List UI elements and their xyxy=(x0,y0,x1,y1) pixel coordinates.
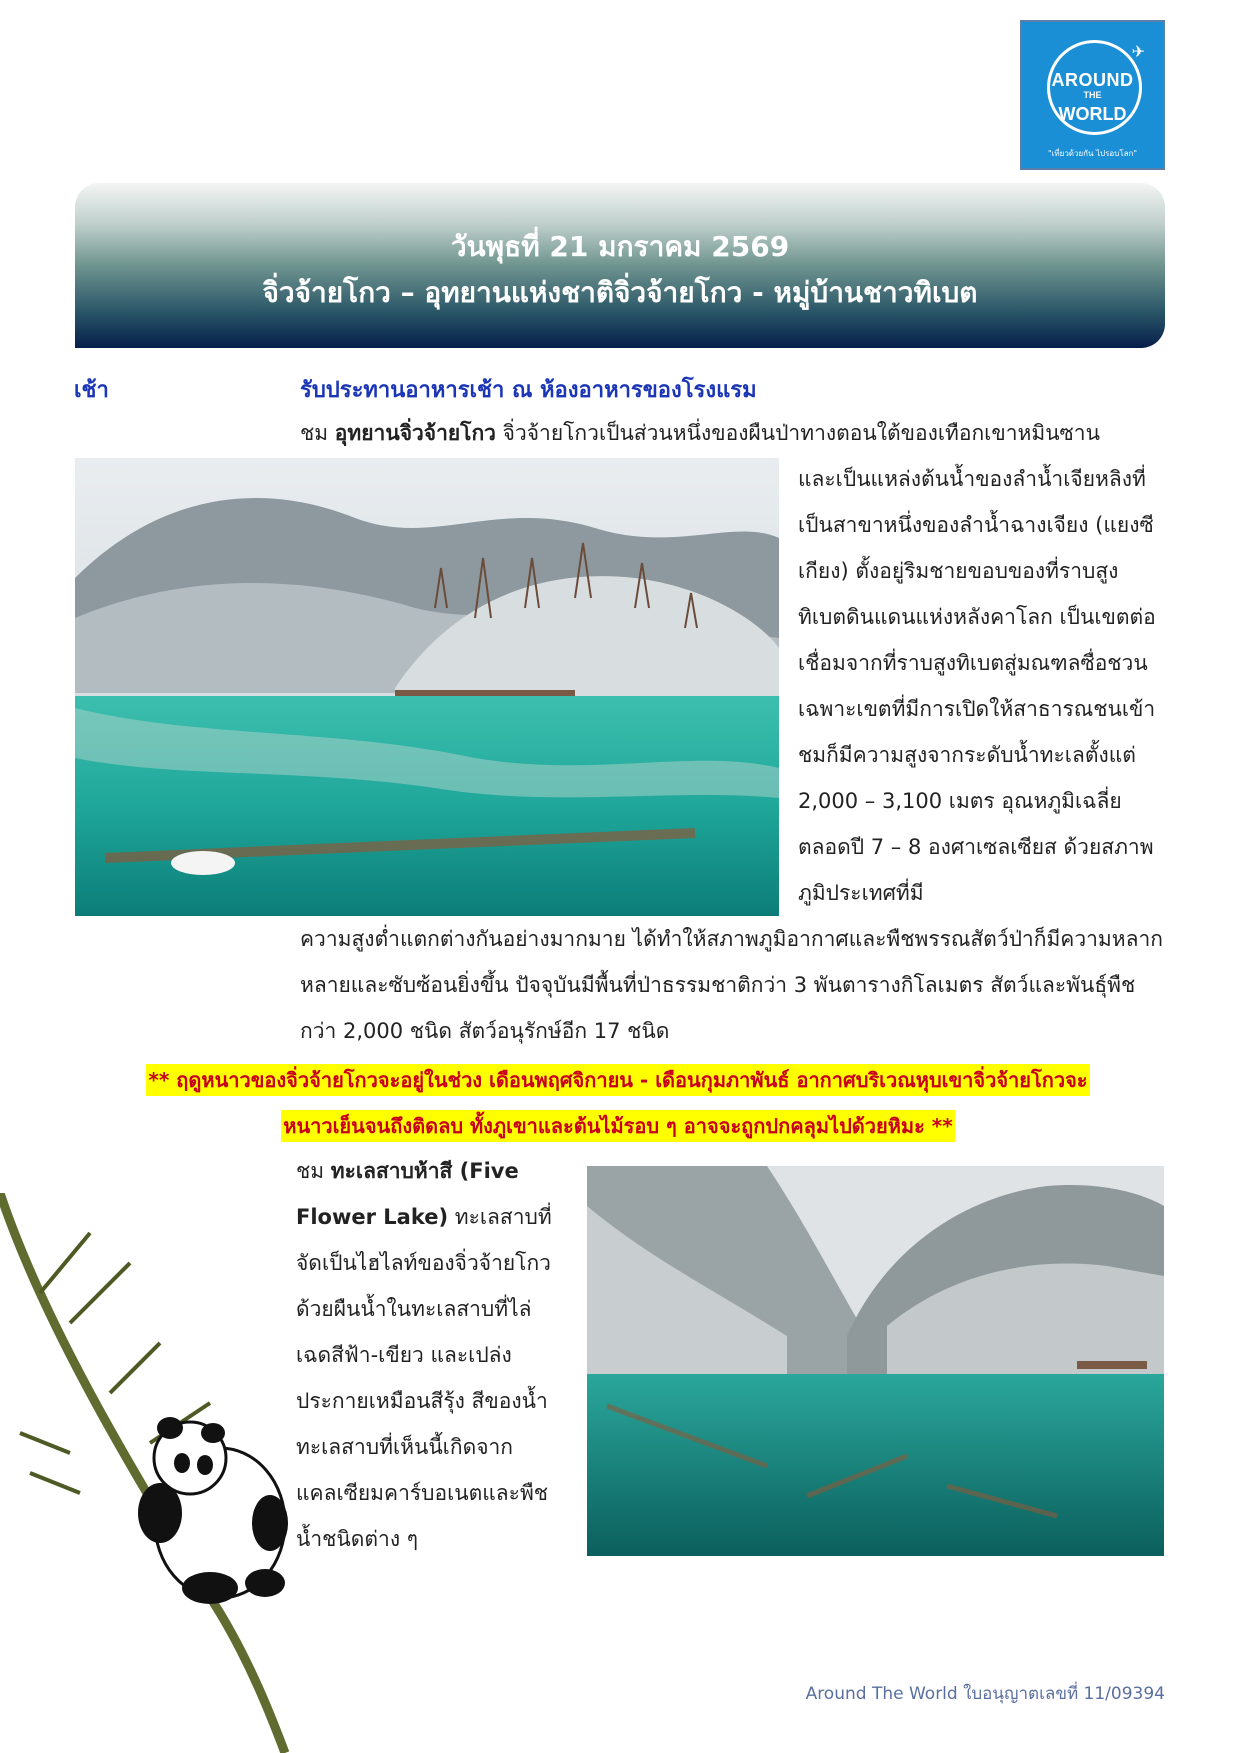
day-header-banner xyxy=(75,183,1165,348)
park-description-right: และเป็นแหล่งต้นน้ำของลำน้ำเจียหลิงที่เป็นสาขาหนึ่งของลำน้ำฉางเจียง (แยงซีเกียง) ตั้งอยู่ริมชายขอบของที่ราบสูงทิเบตดินแดนแห่งหลังคาโลก เป็นเขตต่อเชื่อมจากที่ราบสูงทิเบตสู่มณฑลซื่อชวน เฉพาะเขตที่มีการเปิดให้สาธารณชนเข้าชมก็มีความสูงจากระดับน้ำทะเลตั้งแต่ 2,000 – 3,100 เมตร อุณหภูมิเฉลี่ยตลอดปี 7 – 8 องศาเซลเซียส ด้วยสภาพภูมิประเทศที่มี xyxy=(798,467,1156,905)
logo-text-the: THE xyxy=(1083,90,1102,100)
park-intro-line xyxy=(300,410,1165,456)
winter-season-note xyxy=(88,1057,1148,1149)
jiuzhaigou-snow-lake-photo xyxy=(75,458,779,916)
logo-slogan: "เที่ยวด้วยกัน ไปรอบโลก" xyxy=(1047,149,1138,158)
around-the-world-logo xyxy=(1020,20,1165,170)
panda-icon xyxy=(138,1417,288,1604)
day-date: วันพุธที่ 21 มกราคม 2569 xyxy=(450,230,790,263)
plane-icon: ✈ xyxy=(1131,42,1145,61)
lake-text: ทะเลสาบที่จัดเป็นไฮไลท์ของจิ่วจ้ายโกว ด้วยผืนน้ำในทะเลสาบที่ไล่เฉดสีฟ้า-เขียว และเปล่งประกายเหมือนสีรุ้ง สีของน้ำทะเลสาบที่เห็นนี้เกิดจากแคลเซียมคาร์บอเนตและพืชน้ำชนิดต่าง ๆ xyxy=(296,1205,552,1551)
five-flower-lake-photo xyxy=(587,1166,1164,1556)
footer-license: Around The World ใบอนุญาตเลขที่ 11/09394 xyxy=(805,1684,1165,1704)
park-line1-rest: จิ่วจ้ายโกวเป็นส่วนหนึ่งของผืนป่าทางตอนใต้ของเทือกเขาหมินซาน xyxy=(495,421,1100,445)
lake-name: ทะเลสาบห้าสี (Five Flower Lake) xyxy=(296,1159,519,1229)
logo-text-around: AROUND xyxy=(1051,70,1134,90)
day-route: จิ่วจ้ายโกว – อุทยานแห่งชาติจิ่วจ้ายโกว - หมู่บ้านชาวทิเบต xyxy=(262,276,978,309)
time-label-morning: เช้า xyxy=(74,378,109,403)
winter-note-line1: ** ฤดูหนาวของจิ่วจ้ายโกวจะอยู่ในช่วง เดือนพฤศจิกายน - เดือนกุมภาพันธ์ อากาศบริเวณหุบเขาจิ่วจ้ายโกวจะ xyxy=(146,1064,1089,1096)
winter-note-line2: หนาวเย็นจนถึงติดลบ ทั้งภูเขาและต้นไม้รอบ ๆ อาจจะถูกปกคลุมไปด้วยหิมะ ** xyxy=(281,1110,954,1142)
park-description-bottom: ความสูงต่ำแตกต่างกันอย่างมากมาย ได้ทำให้สภาพภูมิอากาศและพืชพรรณสัตว์ป่าก็มีความหลากหลายและซับซ้อนยิ่งขึ้น ปัจจุบันมีพื้นที่ป่าธรรมชาติกว่า 3 พันตารางกิโลเมตร สัตว์และพันธุ์พืชกว่า 2,000 ชนิด สัตว์อนุรักษ์อีก 17 ชนิด xyxy=(300,927,1163,1043)
panda-bamboo-illustration xyxy=(0,1193,320,1753)
five-flower-lake-description xyxy=(296,1148,566,1562)
park-name: อุทยานจิ่วจ้ายโกว xyxy=(334,421,496,445)
breakfast-note: รับประทานอาหารเช้า ณ ห้องอาหารของโรงแรม xyxy=(300,378,757,403)
logo-text-world: WORLD xyxy=(1058,104,1127,124)
park-prefix: ชม xyxy=(300,421,335,445)
lake-prefix: ชม xyxy=(296,1159,331,1183)
